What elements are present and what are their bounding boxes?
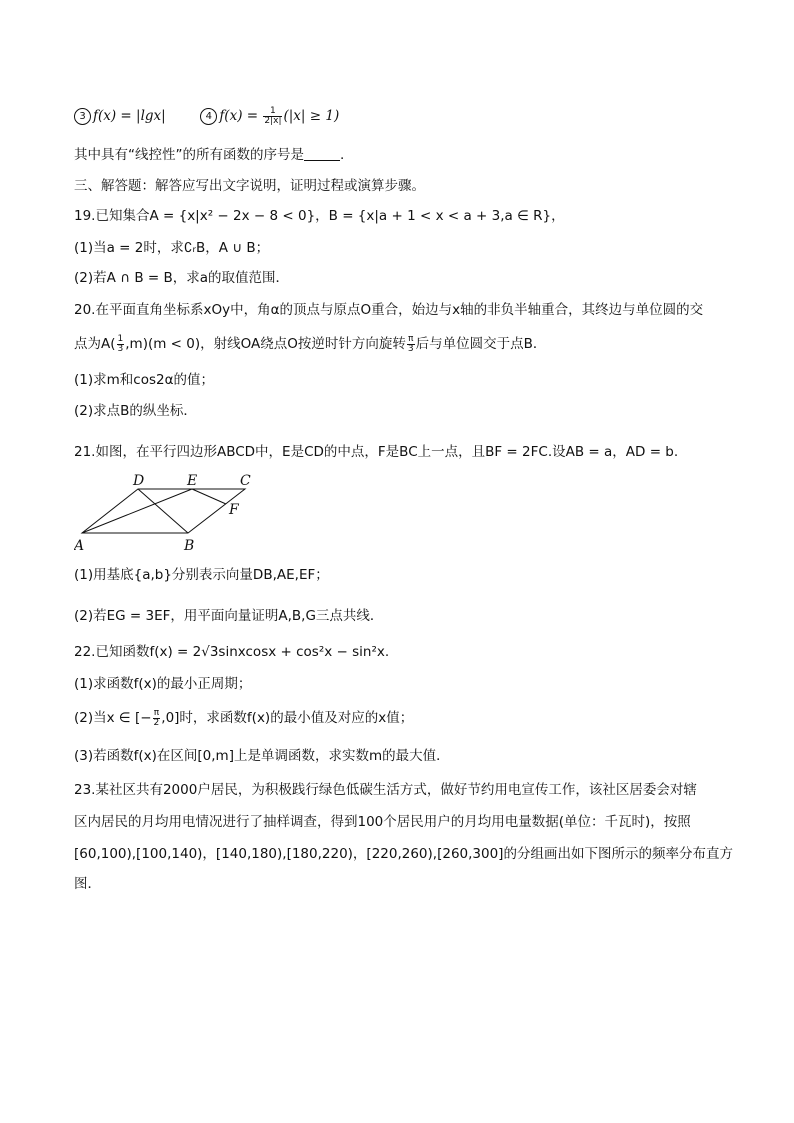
- parallelogram-figure: [74, 470, 264, 555]
- q20-part1: (1)求m和cos2α的值；: [74, 372, 214, 388]
- q23-stem-4: 图．: [74, 876, 101, 892]
- q22-stem: 22.已知函数f(x) = 2√3sinxcosx + cos²x − sin²x.: [74, 644, 390, 660]
- fill-question-text: 其中具有“线控性”的所有函数的序号是: [74, 147, 304, 163]
- label-f: F: [229, 502, 239, 518]
- q22-part1: (1)求函数f(x)的最小正周期；: [74, 676, 252, 692]
- label-e: E: [187, 473, 198, 489]
- line-question-fill: 其中具有“线控性”的所有函数的序号是 .: [74, 147, 345, 163]
- answer-blank: [304, 146, 340, 161]
- option-3-formula: f(x) = |lgx|: [93, 108, 166, 124]
- q19-stem: 19.已知集合A = {x|x² − 2x − 8 < 0}，B = {x|a + 1 < x < a + 3,a ∈ R}，: [74, 208, 565, 224]
- q20-stem-2: 点为A( $\frac{1}{3}$ ,m)(m < 0)，射线OA绕点O按逆时针方向旋转 $\frac{\pi}{3}$ 后与单位圆交于点B．: [74, 333, 547, 354]
- q21-part2: (2)若EG = 3EF，用平面向量证明A,B,G三点共线．: [74, 608, 384, 624]
- q21-part1: (1)用基底{a,b}分别表示向量DB,AE,EF；: [74, 567, 329, 583]
- q22-fraction-pi: $\frac{\pi}{2}$: [153, 707, 160, 728]
- label-d: D: [133, 473, 145, 489]
- q19-part2: (2)若A ∩ B = B，求a的取值范围．: [74, 270, 290, 286]
- circled-number-3: 3: [74, 108, 91, 125]
- q23-stem-3: [60,100),[100,140)，[140,180),[180,220)，[220,260),[260,300]的分组画出如下图所示的频率分布直方: [74, 846, 733, 862]
- diagonal-db: [138, 489, 188, 533]
- q23-stem-1: 23.某社区共有2000户居民，为积极践行绿色低碳生活方式，做好节约用电宣传工作，该社区居委会对辖: [74, 782, 697, 798]
- q22-part3: (3)若函数f(x)在区间[0,m]上是单调函数，求实数m的最大值．: [74, 748, 450, 764]
- segment-ef: [192, 489, 226, 504]
- q20-fraction-a: $\frac{1}{3}$: [117, 333, 124, 354]
- segment-ae: [82, 489, 192, 533]
- line-options-3-4: [74, 106, 734, 126]
- q19-part1: (1)当a = 2时，求∁ᵣB，A ∪ B；: [74, 240, 270, 256]
- label-b: B: [184, 538, 195, 554]
- option-4-fraction: $\frac{1}{2|x|}$: [264, 105, 282, 126]
- q21-stem: 21.如图，在平行四边形ABCD中，E是CD的中点，F是BC上一点，且BF = 2FC.设AB = a，AD = b.: [74, 444, 679, 460]
- q23-stem-2: 区内居民的月均用电情况进行了抽样调查，得到100个居民用户的月均用电量数据(单位：千瓦时)，按照: [74, 814, 691, 830]
- option-4-condition: (|x| ≥ 1): [283, 108, 340, 124]
- q20-part2: (2)求点B的纵坐标．: [74, 403, 197, 419]
- label-a: A: [74, 538, 85, 554]
- option-4-formula-start: f(x) =: [219, 108, 263, 124]
- q22-part2: (2)当x ∈ [− $\frac{\pi}{2}$ ,0]时，求函数f(x)的最小值及对应的x值；: [74, 707, 414, 728]
- q20-stem-1: 20.在平面直角坐标系xOy中，角α的顶点与原点O重合，始边与x轴的非负半轴重合，其终边与单位圆的交: [74, 302, 704, 318]
- circled-number-4: 4: [200, 108, 217, 125]
- parallelogram-svg: [74, 470, 264, 555]
- section-heading: 三、解答题：解答应写出文字说明，证明过程或演算步骤。: [74, 178, 425, 194]
- q20-fraction-pi: $\frac{\pi}{3}$: [407, 333, 414, 354]
- label-c: C: [240, 473, 251, 489]
